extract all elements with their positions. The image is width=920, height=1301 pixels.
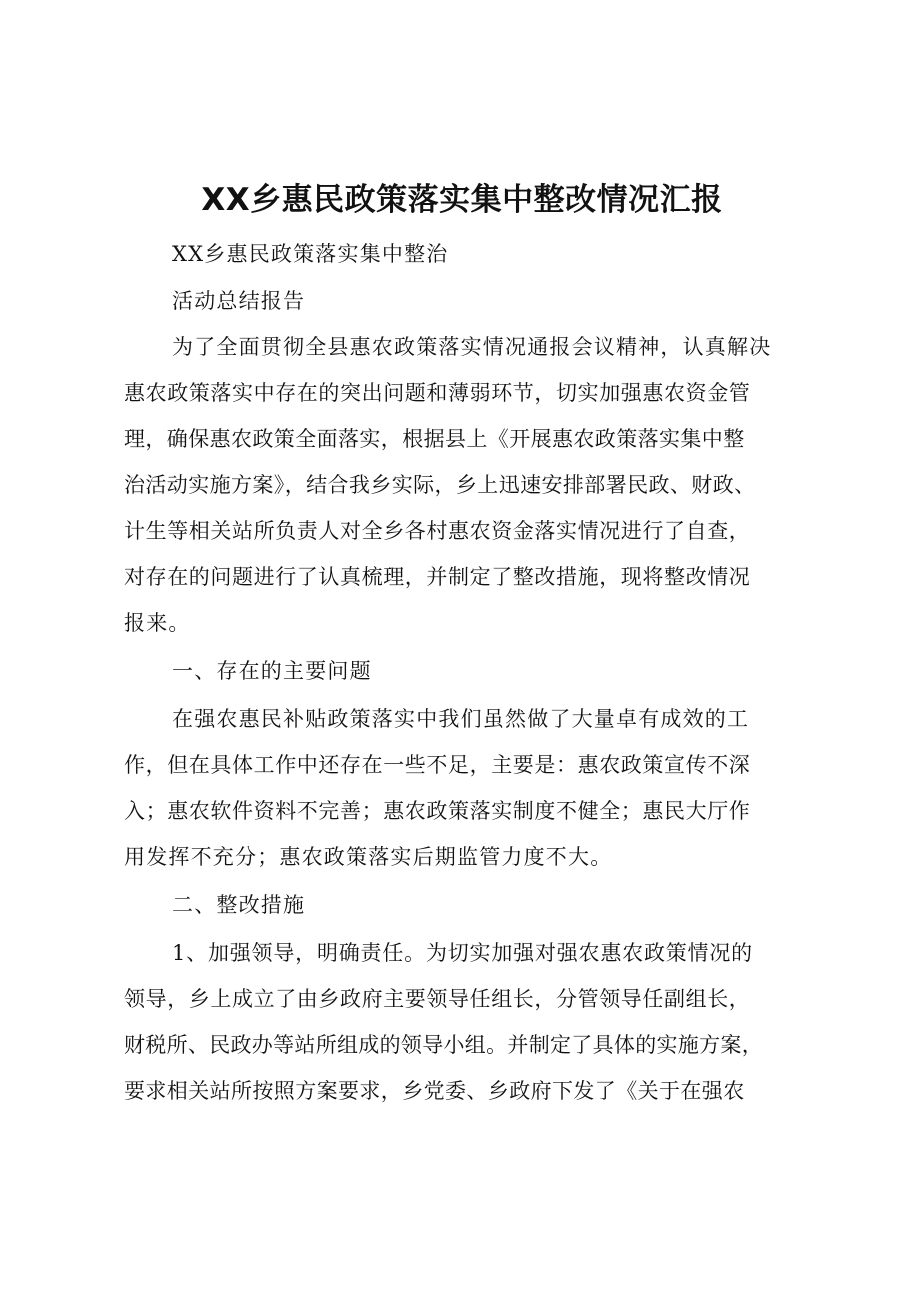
intro-line: 计生等相关站所负责人对全乡各村惠农资金落实情况进行了自查， xyxy=(124,519,751,543)
intro-line: 理，确保惠农政策全面落实，根据县上《开展惠农政策落实集中整 xyxy=(124,427,745,451)
section-1-line: 在强农惠民补贴政策落实中我们虽然做了大量卓有成效的工 xyxy=(172,707,750,731)
subtitle-line-2: 活动总结报告 xyxy=(172,289,306,313)
section-1-heading: 一、存在的主要问题 xyxy=(172,659,372,683)
intro-line: 治活动实施方案》，结合我乡实际，乡上迅速安排部署民政、财政、 xyxy=(124,473,756,497)
intro-line: 为了全面贯彻全县惠农政策落实情况通报会议精神，认真解决 xyxy=(172,335,772,359)
section-1-paragraph xyxy=(124,696,800,880)
section-2-paragraph xyxy=(124,930,800,1114)
intro-line: 对存在的问题进行了认真梳理，并制定了整改措施，现将整改情况 xyxy=(124,565,751,589)
section-2-line: 1、加强领导，明确责任。为切实加强对强农惠农政策情况的 xyxy=(172,941,753,965)
document-title: XX乡惠民政策落实集中整改情况汇报 xyxy=(201,182,723,218)
section-1-line: 用发挥不充分；惠农政策落实后期监管力度不大。 xyxy=(124,845,613,869)
intro-paragraph xyxy=(124,324,800,646)
section-2-line: 要求相关站所按照方案要求，乡党委、乡政府下发了《关于在强农 xyxy=(124,1079,745,1103)
section-1-line: 入；惠农软件资料不完善；惠农政策落实制度不健全；惠民大厅作 xyxy=(124,799,751,823)
document-body xyxy=(124,170,800,1114)
section-2-line: 财税所、民政办等站所组成的领导小组。并制定了具体的实施方案， xyxy=(124,1033,763,1057)
intro-line: 报来。 xyxy=(124,611,191,635)
intro-line: 惠农政策落实中存在的突出问题和薄弱环节，切实加强惠农资金管 xyxy=(124,381,751,405)
section-2-heading: 二、整改措施 xyxy=(172,893,306,917)
section-2-line: 领导，乡上成立了由乡政府主要领导任组长，分管领导任副组长， xyxy=(124,987,751,1011)
subtitle-line-1: XX乡惠民政策落实集中整治 xyxy=(172,242,449,266)
section-1-line: 作，但在具体工作中还存在一些不足，主要是：惠农政策宣传不深 xyxy=(124,753,751,777)
